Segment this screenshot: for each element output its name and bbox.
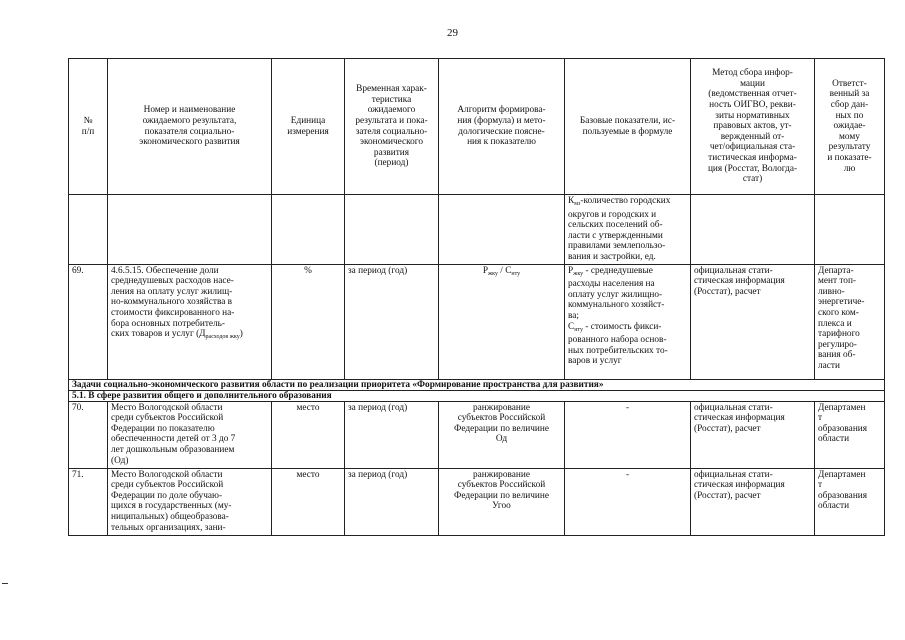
header-responsible: Ответст- венный за сбор дан- ных по ожидае- мому результату и показате- лю: [815, 59, 885, 195]
indicators-table: [68, 58, 885, 536]
row69-period: за период (год): [345, 264, 439, 379]
header-unit: Единица измерения: [272, 59, 345, 195]
row69-num: 69.: [69, 264, 108, 379]
section-row: [69, 379, 885, 390]
row69-method: официальная стати- стическая информация (Росстат), расчет: [691, 264, 815, 379]
row71-name: Место Вологодской области среди субъектов Российской Федерации по доле обучаю- щихся в государственных (му- ниципальных) общеобразова- тельных организациях, зани-: [108, 468, 272, 535]
header-name: Номер и наименование ожидаемого результата, показателя социально- экономического развития: [108, 59, 272, 195]
page-number: 29: [447, 27, 458, 39]
row70-base: -: [565, 401, 691, 468]
table-row-70: [69, 401, 885, 468]
table-row-71: [69, 468, 885, 535]
table-header-row: [69, 59, 885, 195]
section-title: Задачи социально-экономического развития области по реализации приоритета «Формирование пространства для развития»: [69, 379, 885, 390]
subsection-row: [69, 390, 885, 401]
row71-num: 71.: [69, 468, 108, 535]
row70-method: официальная стати- стическая информация (Росстат), расчет: [691, 401, 815, 468]
row70-name: Место Вологодской области среди субъектов Российской Федерации по показателю обеспеченности детей от 3 до 7 лет дошкольным образованием (Од): [108, 401, 272, 468]
row70-num: 70.: [69, 401, 108, 468]
row70-period: за период (год): [345, 401, 439, 468]
header-algorithm: Алгоритм формирова- ния (формула) и мето- дологические поясне- ния к показателю: [439, 59, 565, 195]
header-base: Базовые показатели, ис- пользуемые в формуле: [565, 59, 691, 195]
table-row-continuation: [69, 195, 885, 265]
row70-responsible: Департамен т образования области: [815, 401, 885, 468]
row71-base: -: [565, 468, 691, 535]
row71-unit: место: [272, 468, 345, 535]
row69-responsible: Департа- мент топ- ливно- энергетиче- ского ком- плекса и тарифного регулиро- вания об- ласти: [815, 264, 885, 379]
cont-base-cell: $К_{мз}$-количество городских округов и городских и сельских поселений об- ласти с утвержденными правилами землепользо- вания и застройки, ед.: [565, 195, 691, 265]
row71-method: официальная стати- стическая информация (Росстат), расчет: [691, 468, 815, 535]
margin-mark: [2, 583, 8, 584]
table-row-69: [69, 264, 885, 379]
subsection-title: 5.1. В сфере развития общего и дополнительного образования: [69, 390, 885, 401]
header-period: Временная харак- теристика ожидаемого результата и пока- зателя социально- экономического развития (период): [345, 59, 439, 195]
row69-unit: %: [272, 264, 345, 379]
row71-responsible: Департамен т образования области: [815, 468, 885, 535]
header-num: № п/п: [69, 59, 108, 195]
row71-algorithm: ранжирование субъектов Российской Федерации по величине Угоо: [439, 468, 565, 535]
row69-base: $Р_{жку}$ - среднедушевые расходы населения на оплату услуг жилищно- коммунального хозяйст- ва; $С_{нту}$ - стоимость фикси- рованного набора основ- ных потребительских то- варов и услуг: [565, 264, 691, 379]
row71-period: за период (год): [345, 468, 439, 535]
row70-algorithm: ранжирование субъектов Российской Федерации по величине Од: [439, 401, 565, 468]
row69-name: 4.6.5.15. Обеспечение доли среднедушевых расходов насе- ления на оплату услуг жилищ- но-коммунального хозяйства в стоимости фиксированного на- бора основных потребитель- ских товаров и услуг $(Д_{расходов жку})$: [108, 264, 272, 379]
row70-unit: место: [272, 401, 345, 468]
header-method: Метод сбора инфор- мации (ведомственная отчет- ность ОИГВО, рекви- зиты нормативных правовых актов, ут- вержденный от- чет/официальная ста- тистическая информа- ция (Росстат, Вологда- стат): [691, 59, 815, 195]
row69-algorithm: $Р_{жку} / С_{нту}$: [439, 264, 565, 379]
